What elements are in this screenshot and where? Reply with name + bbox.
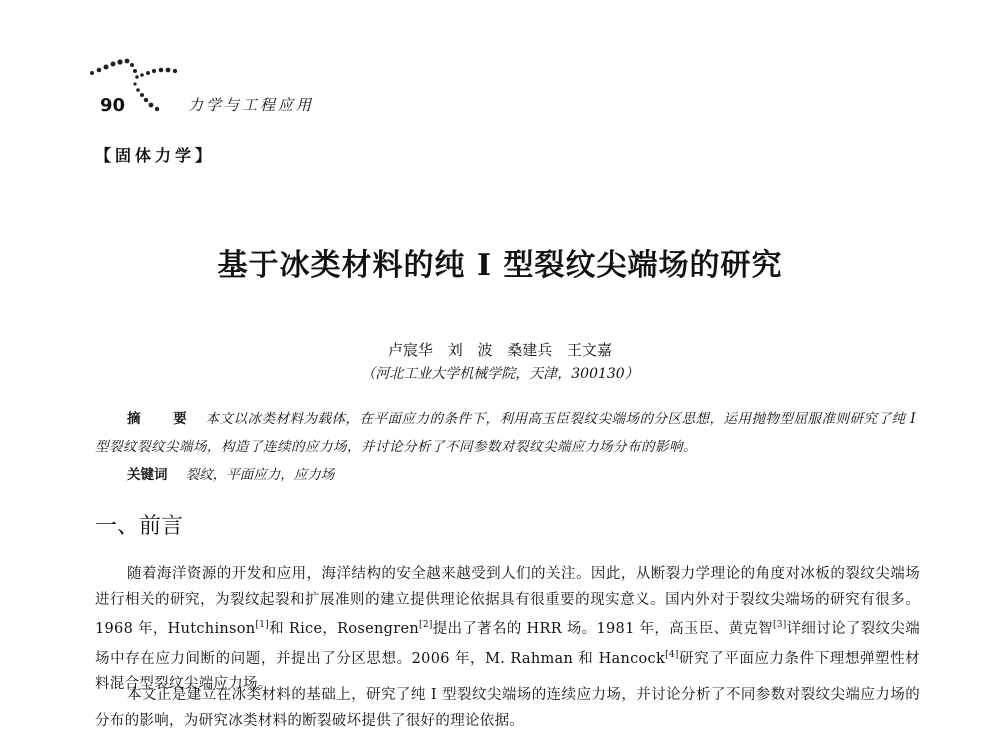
body-paragraph-1 — [95, 562, 920, 698]
abstract-label: 摘 要 — [127, 411, 201, 427]
body-paragraph-2: 本文正是建立在冰类材料的基础上，研究了纯 Ⅰ 型裂纹尖端场的连续应力场，并讨论分析了不同参数对裂纹尖端应力场的分布的影响，为研究冰类材料的断裂破坏提供了很好的理论依据。 — [95, 687, 920, 729]
keywords — [127, 463, 334, 483]
citation-2: [2] — [419, 620, 433, 630]
authors: 卢宸华 刘 波 桑建兵 王文嘉 — [387, 341, 613, 359]
p1-text-e: 研究了平面应力条件下理想弹塑性材料混合型裂纹尖端应力场。 — [95, 650, 920, 692]
abstract-text: 本文以冰类材料为载体，在平面应力的条件下，利用高玉臣裂纹尖端场的分区思想，运用抛物型屈服准则研究了纯 Ⅰ 型裂纹裂纹尖端场，构造了连续的应力场，并讨论分析了不同参数对裂纹尖端应力场分布的影响。 — [95, 411, 917, 455]
affiliation: （河北工业大学机械学院，天津，300130） — [361, 366, 639, 382]
journal-name: 力学与工程应用 — [188, 96, 315, 114]
abstract — [95, 405, 920, 461]
p1-text-d: 详细讨论了裂纹尖端场中存在应力间断的问题，并提出了分区思想。2006 年，M. Rahman 和 Hancock — [95, 621, 920, 667]
keywords-label: 关键词 — [127, 467, 168, 483]
p1-text-c: 提出了著名的 HRR 场。1981 年，高玉臣、黄克智 — [432, 621, 773, 637]
citation-4: [4] — [665, 649, 679, 660]
paper-title: 基于冰类材料的纯 Ⅰ 型裂纹尖端场的研究 — [217, 248, 783, 283]
section-heading: 一、前言 — [95, 514, 184, 539]
keywords-text: 裂纹，平面应力，应力场 — [185, 467, 335, 483]
p1-text-b: 和 Rice，Rosengren — [269, 621, 420, 637]
journal-logo-dots — [80, 50, 190, 120]
section-tag: 【固体力学】 — [95, 146, 216, 165]
p1-text-a: 随着海洋资源的开发和应用，海洋结构的安全越来越受到人们的关注。因此，从断裂力学理论的角度对冰板的裂纹尖端场进行相关的研究，为裂纹起裂和扩展准则的建立提供理论依据具有很重要的现实意义。国内外对于裂纹尖端场的研究有很多。1968 年，Hutchinson — [95, 566, 920, 637]
page-number: 90 — [100, 95, 126, 116]
citation-3: [3] — [772, 620, 787, 630]
citation-1: [1] — [255, 620, 270, 630]
